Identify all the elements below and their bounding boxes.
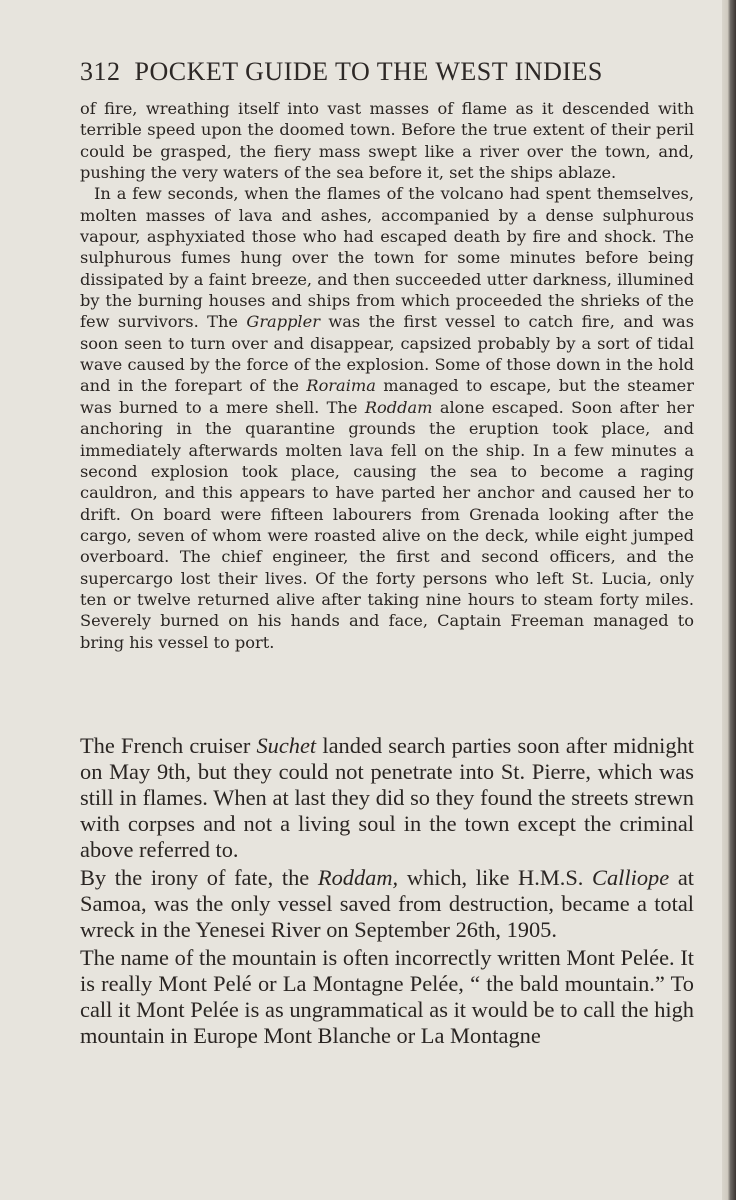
paragraph-text: landed search parties soon after midnight on May 9th, but they could not penetrate into St. Pierre, which was still in flames. When at last they did so they found the streets strewn with corpses and not a living soul in the town except the criminal above referred to. [80, 733, 694, 862]
book-page-edge [722, 0, 736, 1200]
paragraph-text: was the first vessel to catch fire, and was soon seen to turn over and disappear, capsized probably by a sort of tidal wave caused by the force of the explosion. Some of those down in the hold and in the forepart of the [80, 312, 694, 396]
paragraph [80, 865, 694, 943]
paragraph-text: In a few seconds, when the flames of the volcano had spent themselves, molten masses of lava and ashes, accompanied by a dense sulphurous vapour, asphyxiated those who had escaped death by fire and shock. The sulphurous fumes hung over the town for some minutes before being dissipated by a faint breeze, and then succeeded utter darkness, illumined by the burning houses and ships from which proceeded the shrieks of the few survivors. The [80, 184, 694, 332]
paragraph-text: The French cruiser [80, 733, 257, 758]
paragraph-text: managed to escape, but the steamer was burned to a mere shell. The [80, 376, 694, 417]
ship-name-roddam: Roddam [364, 397, 433, 417]
paragraph [80, 945, 694, 1049]
paragraph-text: of fire, wreathing itself into vast masses of flame as it descended with terrible speed upon the doomed town. Before the true extent of their peril could be grasped, the fiery mass swept like a river over the town, and, pushing the very waters of the sea before it, set the ships ablaze. [80, 99, 694, 183]
paragraph-text: which, like H.M.S. [398, 865, 593, 890]
small-type-section [80, 98, 694, 653]
main-type-section [80, 733, 694, 1049]
paragraph [80, 733, 694, 863]
paragraph-text: at Samoa, was the only vessel saved from destruction, became a total wreck in the Yenesei River on September 26th, 1905. [80, 865, 694, 942]
ship-name-roraima: Roraima [306, 376, 376, 396]
running-header [80, 57, 700, 87]
ship-name-calliope: Calliope [592, 865, 670, 890]
paragraph [80, 98, 694, 183]
ship-name-grappler: Grappler [246, 312, 320, 332]
paragraph-text: alone escaped. Soon after her anchoring in the quarantine grounds the eruption took place, and immediately afterwards molten lava fell on the ship. In a few minutes a second explosion took place, causing the sea to become a raging cauldron, and this appears to have parted her anchor and caused her to drift. On board were fifteen labourers from Grenada looking after the cargo, seven of whom were roasted alive on the deck, while eight jumped overboard. The chief engineer, the first and second officers, and the supercargo lost their lives. Of the forty persons who left St. Lucia, only ten or twelve returned alive after taking nine hours to steam forty miles. Severely burned on his hands and face, Captain Freeman managed to bring his vessel to port. [80, 397, 694, 652]
ship-name-roddam: Roddam, [317, 865, 399, 890]
page-number: 312 [80, 57, 121, 86]
running-title: POCKET GUIDE TO THE WEST INDIES [134, 57, 603, 86]
paragraph-text: The name of the mountain is often incorrectly written Mont Pelée. It is really Mont Pelé or La Montagne Pelée, “ the bald mountain.” To call it Mont Pelée is as ungrammatical as it would be to call the high mountain in Europe Mont Blanche or La Montagne [80, 945, 694, 1048]
ship-name-suchet: Suchet [256, 733, 317, 758]
paragraph [80, 183, 694, 653]
paragraph-text: By the irony of fate, the [80, 865, 318, 890]
